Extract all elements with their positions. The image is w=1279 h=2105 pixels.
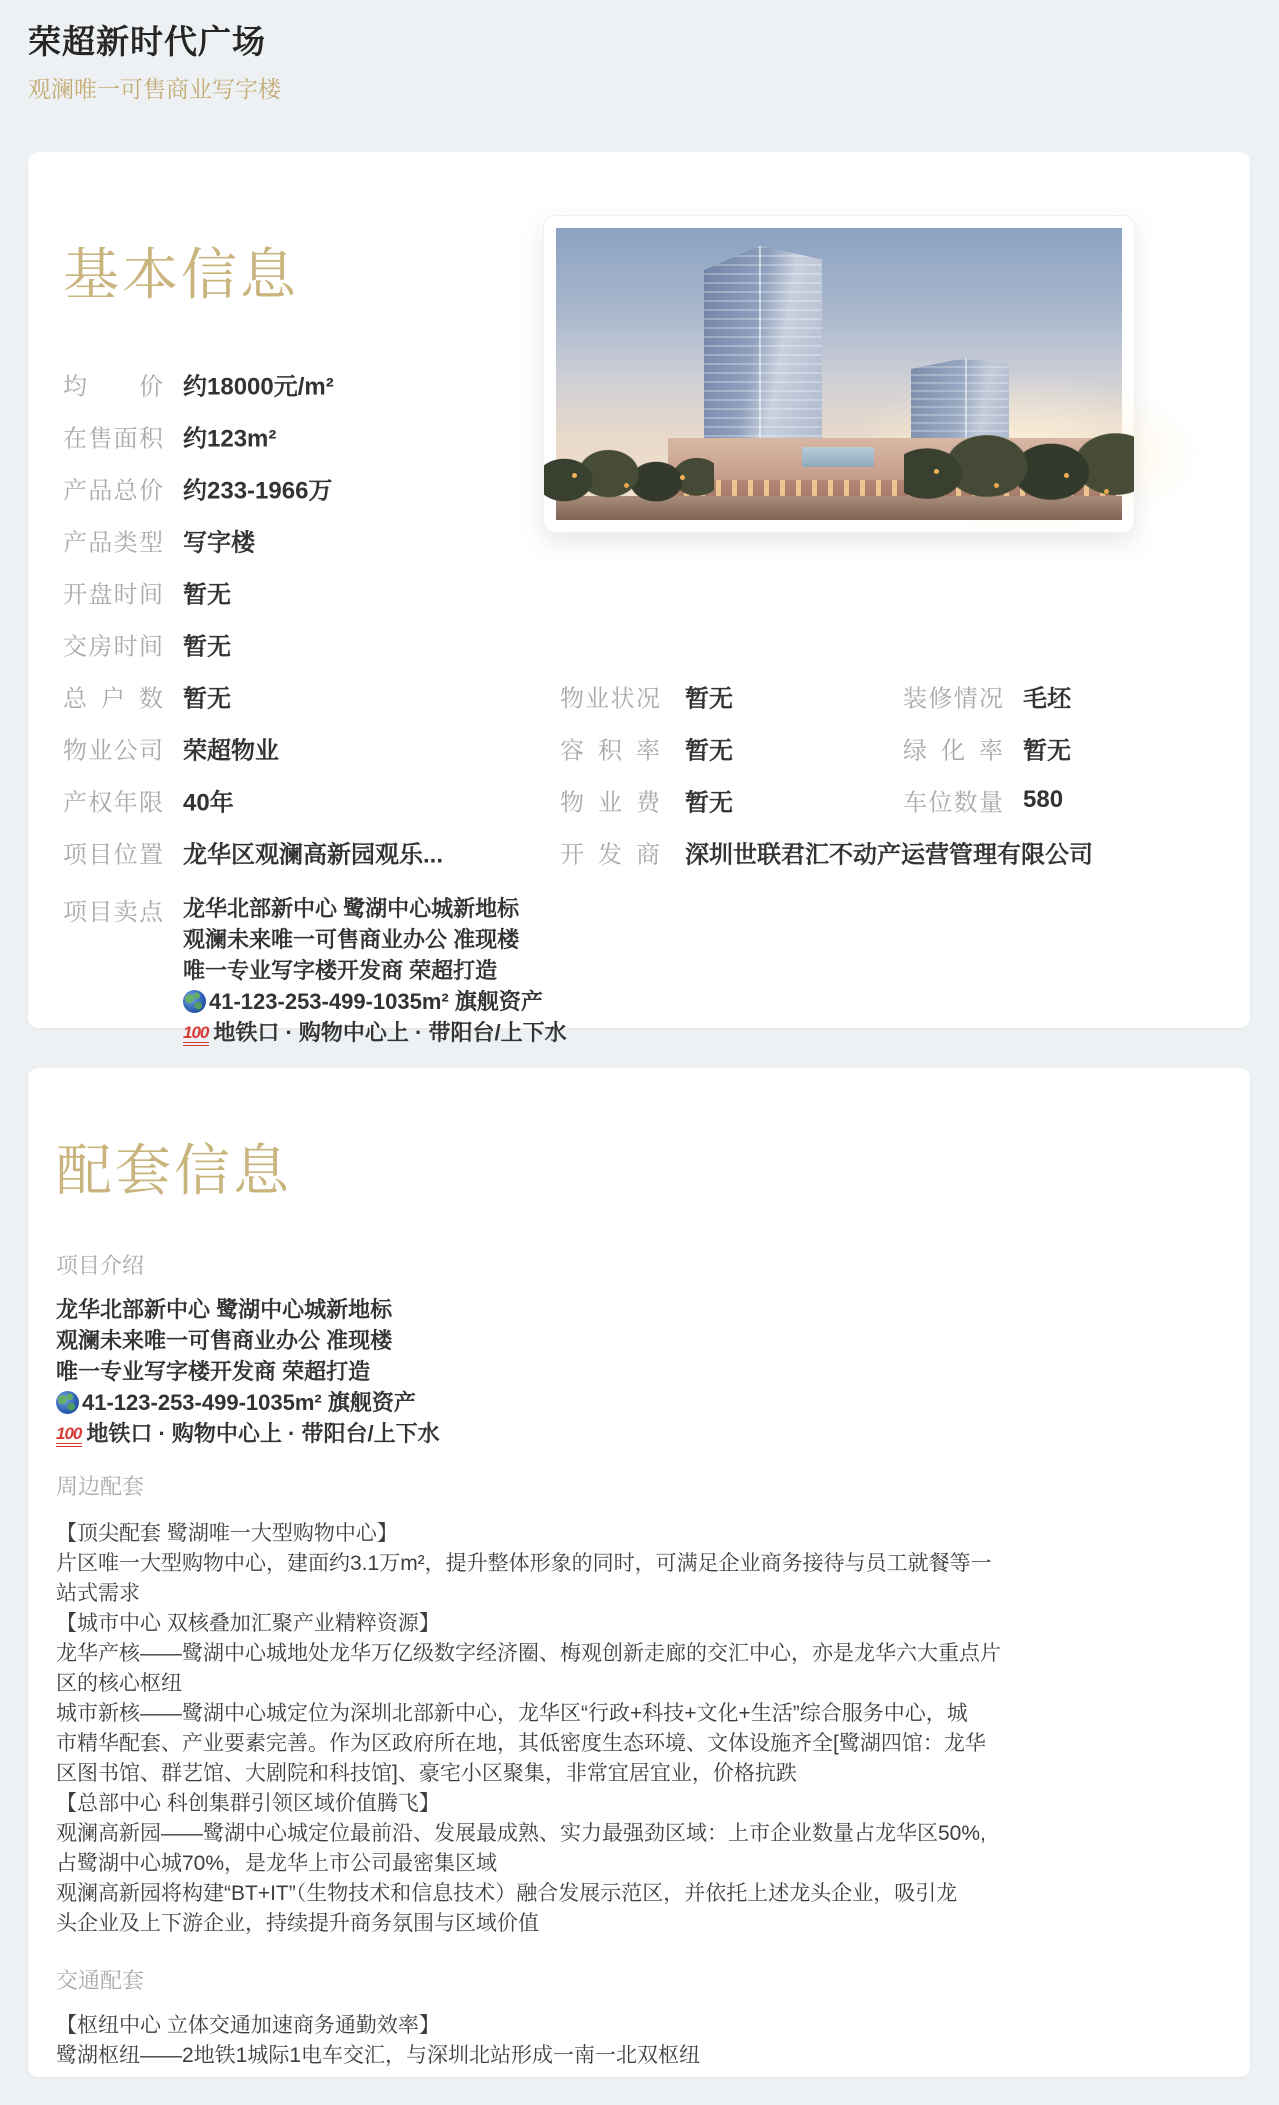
- transport-lines: [56, 2011, 1214, 2071]
- info-row-selling-points: [63, 878, 1214, 1048]
- selling-point-line: [183, 986, 1214, 1017]
- nearby-line: 区的核心枢纽: [56, 1672, 182, 1696]
- info-value: 荣超物业: [183, 737, 279, 765]
- info-value: 暂无: [1023, 737, 1071, 765]
- info-label: 物业公司: [63, 737, 163, 765]
- nearby-line: 【总部中心 科创集群引领区域价值腾飞】: [56, 1792, 440, 1816]
- info-label: 装修情况: [903, 685, 1003, 713]
- nearby-line: 头企业及上下游企业，持续提升商务氛围与区域价值: [56, 1912, 539, 1936]
- nearby-lines: [56, 1519, 1214, 1939]
- info-value: 580: [1023, 786, 1064, 814]
- nearby-line: 区图书馆、群艺馆、大剧院和科技馆]、豪宅小区聚集，非常宜居宜业，价格抗跌: [56, 1762, 797, 1786]
- nearby-line: 占鹭湖中心城70%，是龙华上市公司最密集区域: [56, 1852, 498, 1876]
- nearby-line: 观澜高新园——鹭湖中心城定位最前沿、发展最成熟、实力最强劲区域：上市企业数量占龙华区50%,: [56, 1822, 986, 1846]
- project-location-value: 龙华区观澜高新园观乐...: [183, 841, 444, 869]
- info-value: 写字楼: [183, 529, 255, 557]
- info-value: 40年: [183, 789, 234, 817]
- intro-line: 唯一专业写字楼开发商 荣超打造: [56, 1359, 371, 1385]
- section-label-intro: 项目介绍: [56, 1253, 145, 1279]
- globe-icon: [56, 1391, 79, 1414]
- info-label: 物业状况: [560, 685, 660, 713]
- nearby-line: 龙华产核——鹭湖中心城地处龙华万亿级数字经济圈、梅观创新走廊的交汇中心，亦是龙华六大重点片: [56, 1642, 1001, 1666]
- section-label-transport: 交通配套: [56, 1968, 145, 1994]
- nearby-line: 站式需求: [56, 1582, 140, 1606]
- info-label: 产品总价: [63, 477, 163, 505]
- info-label: 均价: [63, 373, 163, 401]
- info-label: 在售面积: [63, 425, 163, 453]
- basic-info-card: [28, 152, 1250, 1046]
- info-label: 绿化率: [903, 737, 1003, 765]
- info-label: 交房时间: [63, 633, 163, 661]
- nearby-line: 观澜高新园将构建“BT+IT”（生物技术和信息技术）融合发展示范区，并依托上述龙头企业，吸引龙: [56, 1882, 958, 1906]
- info-row-location-developer: [63, 826, 1214, 878]
- info-label: 容积率: [560, 737, 660, 765]
- info-label: 项目位置: [63, 841, 163, 869]
- developer-value: 深圳世联君汇不动产运营管理有限公司: [685, 841, 1093, 869]
- info-row-grid-1: [63, 670, 1214, 722]
- info-label: 开发商: [560, 841, 660, 869]
- globe-icon: [183, 990, 206, 1013]
- nearby-line: 【城市中心 双核叠加汇聚产业精粹资源】: [56, 1612, 440, 1636]
- info-value: 暂无: [685, 685, 733, 713]
- intro-text: 地铁口 · 购物中心上 · 带阳台/上下水: [86, 1421, 440, 1447]
- selling-point-line: 唯一专业写字楼开发商 荣超打造: [183, 958, 498, 984]
- nearby-line: 市精华配套、产业要素完善。作为区政府所在地，其低密度生态环境、文体设施齐全[鹭湖四馆：龙华: [56, 1732, 986, 1756]
- info-row-total-price: [63, 462, 1214, 514]
- info-label: 产品类型: [63, 529, 163, 557]
- info-label: 物业费: [560, 789, 660, 817]
- info-label: 开盘时间: [63, 581, 163, 609]
- page-header: [0, 0, 1279, 103]
- selling-point-text: 地铁口 · 购物中心上 · 带阳台/上下水: [213, 1020, 567, 1046]
- amenities-heading: 配套信息: [56, 1139, 292, 1203]
- selling-point-line: 龙华北部新中心 鹭湖中心城新地标: [183, 896, 520, 922]
- basic-info-heading: 基本信息: [63, 243, 299, 307]
- hundred-points-icon: 100: [56, 1425, 82, 1447]
- info-row-delivery-date: [63, 618, 1214, 670]
- info-row-price: [63, 358, 1214, 410]
- section-label-nearby: 周边配套: [56, 1474, 145, 1500]
- intro-line: 观澜未来唯一可售商业办公 准现楼: [56, 1328, 393, 1354]
- nearby-line: 片区唯一大型购物中心，建面约3.1万m²，提升整体形象的同时，可满足企业商务接待与员工就餐等一: [56, 1552, 992, 1576]
- project-intro-lines: [56, 1294, 1214, 1449]
- intro-text: 41-123-253-499-1035m² 旗舰资产: [82, 1390, 416, 1416]
- info-value: 暂无: [183, 581, 231, 609]
- info-row-grid-3: [63, 774, 1214, 826]
- info-value: 暂无: [183, 633, 231, 661]
- info-value: 约18000元/m²: [183, 373, 334, 401]
- info-row-product-type: [63, 514, 1214, 566]
- selling-point-line: [183, 1017, 1214, 1048]
- info-value: 暂无: [685, 737, 733, 765]
- info-value: 约123m²: [183, 425, 277, 453]
- page-title: 荣超新时代广场: [28, 23, 266, 60]
- intro-line: [56, 1387, 1214, 1418]
- hundred-points-icon: 100: [183, 1024, 209, 1046]
- intro-line: 龙华北部新中心 鹭湖中心城新地标: [56, 1297, 393, 1323]
- info-label: 项目卖点: [63, 899, 163, 927]
- amenities-card: [28, 1068, 1250, 2077]
- info-value: 暂无: [685, 789, 733, 817]
- selling-point-line: 观澜未来唯一可售商业办公 准现楼: [183, 927, 520, 953]
- info-value: 暂无: [183, 685, 231, 713]
- info-label: 总户数: [63, 685, 163, 713]
- info-row-open-date: [63, 566, 1214, 618]
- nearby-line: 城市新核——鹭湖中心城定位为深圳北部新中心，龙华区“行政+科技+文化+生活”综合服务中心，城: [56, 1702, 968, 1726]
- nearby-line: 【顶尖配套 鹭湖唯一大型购物中心】: [56, 1522, 398, 1546]
- info-label: 车位数量: [903, 789, 1003, 817]
- selling-points-lines: [183, 878, 1214, 1048]
- selling-point-text: 41-123-253-499-1035m² 旗舰资产: [209, 989, 543, 1015]
- info-row-area: [63, 410, 1214, 462]
- info-row-grid-2: [63, 722, 1214, 774]
- basic-info-rows: [63, 358, 1214, 1048]
- transport-line: 【枢纽中心 立体交通加速商务通勤效率】: [56, 2014, 440, 2038]
- info-value: 毛坯: [1023, 685, 1071, 713]
- info-value: 约233-1966万: [183, 477, 333, 505]
- info-label: 产权年限: [63, 789, 163, 817]
- page-subtitle: 观澜唯一可售商业写字楼: [28, 76, 281, 102]
- transport-line: 鹭湖枢纽——2地铁1城际1电车交汇，与深圳北站形成一南一北双枢纽: [56, 2044, 701, 2068]
- intro-line: [56, 1418, 1214, 1449]
